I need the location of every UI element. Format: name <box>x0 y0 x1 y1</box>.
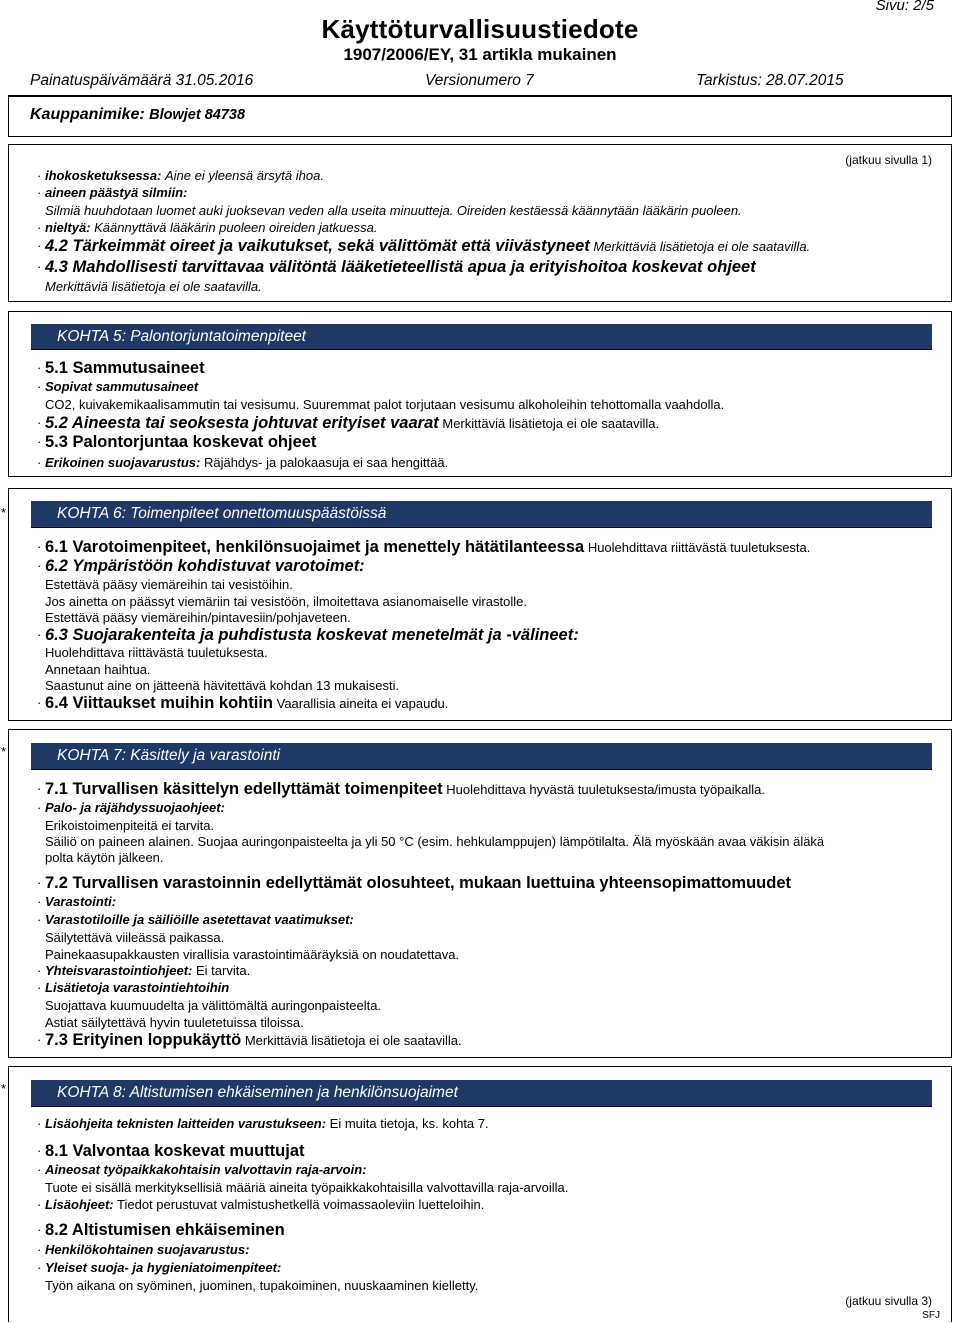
technical-equipment: · Lisäohjeita teknisten laitteiden varustukseen: Ei muita tietoja, ks. kohta 7. <box>37 1116 489 1131</box>
storage-label: · Varastointi: <box>37 894 117 909</box>
storage-requirements-label: · Varastotiloille ja säiliöille asetettavat vaatimukset: <box>37 912 354 927</box>
text-6-3-line-1: Huolehdittava riittävästä tuuletuksesta. <box>45 645 268 660</box>
heading-8-2: · 8.2 Altistumisen ehkäiseminen <box>37 1221 285 1239</box>
heading-4-3: · 4.3 Mahdollisesti tarvittavaa välitöntä lääketieteellistä apua ja erityishoitoa koskevat ohjeet <box>37 258 756 276</box>
section-8-rule <box>31 1106 932 1107</box>
eye-contact-label: · aineen päästyä silmiin: <box>37 185 188 200</box>
page-number: Sivu: 2/5 <box>875 0 934 14</box>
heading-7-3: · 7.3 Erityinen loppukäyttö Merkittäviä lisätietoja ei ole saatavilla. <box>37 1031 462 1049</box>
additional-info: · Lisäohjeet: Tiedot perustuvat valmistushetkellä voimassaoleviin luetteloihin. <box>37 1197 485 1212</box>
heading-4-2: · 4.2 Tärkeimmät oireet ja vaikutukset, sekä välittömät että viivästyneet Merkittäviä lisätietoja ei ole saatavilla. <box>37 237 811 255</box>
storage-info-label: · Lisätietoja varastointiehtoihin <box>37 980 230 995</box>
heading-5-2: · 5.2 Aineesta tai seoksesta johtuvat erityiset vaarat Merkittäviä lisätietoja ei ole saatavilla. <box>37 414 660 432</box>
text-6-2-line-3: Estettävä pääsy viemäreihin/pintavesiin/pohjaveteen. <box>45 610 351 625</box>
document-title: Käyttöturvallisuustiedote <box>321 14 639 44</box>
text-7-1-line-1: Erikoistoimenpiteitä ei tarvita. <box>45 818 215 833</box>
text-7-1-line-3: polta käytön jälkeen. <box>45 850 164 865</box>
joint-storage: · Yhteisvarastointiohjeet: Ei tarvita. <box>37 963 251 978</box>
heading-8-1: · 8.1 Valvontaa koskevat muuttujat <box>37 1142 305 1160</box>
trade-name-label: Kauppanimike: <box>30 106 145 123</box>
text-8-1-line-1: Tuote ei sisällä merkityksellisiä määriä aineita työpaikkakohtaisilla valvottavilla raja-arvoilla. <box>45 1180 569 1195</box>
special-protective-equipment: · Erikoinen suojavarustus: Räjähdys- ja palokaasuja ei saa hengittää. <box>37 455 449 470</box>
section-6-title: KOHTA 6: Toimenpiteet onnettomuuspäästöissä <box>31 501 932 527</box>
heading-7-1: · 7.1 Turvallisen käsittelyn edellyttämät toimenpiteet Huolehdittava hyvästä tuuletuksesta/imusta työpaikalla. <box>37 780 765 798</box>
heading-6-4: · 6.4 Viittaukset muihin kohtiin Vaarallisia aineita ei vapaudu. <box>37 694 449 712</box>
print-date: Painatuspäivämäärä 31.05.2016 <box>30 72 254 89</box>
section-5-rule <box>31 349 932 350</box>
continued-from: (jatkuu sivulla 1) <box>845 153 932 167</box>
revision-date: Tarkistus: 28.07.2015 <box>696 72 844 89</box>
personal-protection-label: · Henkilökohtainen suojavarustus: <box>37 1242 250 1257</box>
text-6-3-line-2: Annetaan haihtua. <box>45 662 151 677</box>
hygiene-measures-label: · Yleiset suoja- ja hygieniatoimenpiteet: <box>37 1260 282 1275</box>
revision-star-7: * <box>1 744 7 759</box>
heading-5-1: · 5.1 Sammutusaineet <box>37 359 205 377</box>
skin-contact: · ihokosketuksessa: Aine ei yleensä ärsytä ihoa. <box>37 168 324 183</box>
exposure-limit-label: · Aineosat työpaikkakohtaisin valvottavin raja-arvoin: <box>37 1162 367 1177</box>
text-6-2-line-1: Estettävä pääsy viemäreihin tai vesistöihin. <box>45 577 293 592</box>
section-7-title: KOHTA 7: Käsittely ja varastointi <box>31 743 932 769</box>
trade-name-value: Blowjet 84738 <box>149 107 246 123</box>
heading-6-3: · 6.3 Suojarakenteita ja puhdistusta koskevat menetelmät ja -välineet: <box>37 626 579 644</box>
fire-explosion-label: · Palo- ja räjähdyssuojaohjeet: <box>37 800 225 815</box>
text-6-2-line-2: Jos ainetta on päässyt viemäriin tai vesistöön, ilmoitettava asianomaiselle virastolle. <box>45 594 527 609</box>
eye-contact-text: Silmiä huuhdotaan luomet auki juoksevan veden alla useita minuutteja. Oireiden kestäessä käännytään lääkärin puoleen. <box>45 203 742 218</box>
text-7-2-line-2: Painekaasupakkausten virallisia varastointimääräyksiä on noudatettava. <box>45 947 460 962</box>
section-8-title: KOHTA 8: Altistumisen ehkäiseminen ja henkilönsuojaimet <box>31 1080 932 1106</box>
continues-on: (jatkuu sivulla 3) <box>845 1294 932 1308</box>
swallowed: · nieltyä: Käännyttävä lääkärin puoleen oireiden jatkuessa. <box>37 220 378 235</box>
heading-5-3: · 5.3 Palontorjuntaa koskevat ohjeet <box>37 433 317 451</box>
footer-code: SFJ <box>922 1310 940 1321</box>
revision-star-8: * <box>1 1081 7 1096</box>
text-7-2-line-1: Säilytettävä viileässä paikassa. <box>45 930 225 945</box>
section-6-rule <box>31 527 932 528</box>
heading-6-2: · 6.2 Ympäristöön kohdistuvat varotoimet: <box>37 557 365 575</box>
text-7-2-line-3: Suojattava kuumuudelta ja välittömältä auringonpaisteelta. <box>45 998 382 1013</box>
heading-4-3-text: Merkittäviä lisätietoja ei ole saatavilla. <box>45 279 262 294</box>
text-7-1-line-2: Säiliö on paineen alainen. Suojaa auringonpaisteelta ja yli 50 °C (esim. hehkulamppujen) lämpötilalta. Älä myöskään avaa väkisin äläkä <box>45 834 825 849</box>
heading-7-2: · 7.2 Turvallisen varastoinnin edellyttämät olosuhteet, mukaan luettuina yhteensopimattomuudet <box>37 874 792 892</box>
section-5-title: KOHTA 5: Palontorjuntatoimenpiteet <box>31 324 932 350</box>
heading-6-1: · 6.1 Varotoimenpiteet, henkilönsuojaimet ja menettely hätätilanteessa Huolehdittava riittävästä tuuletuksesta. <box>37 538 811 556</box>
revision-star-6: * <box>1 505 7 520</box>
section-7-rule <box>31 769 932 770</box>
trade-name <box>30 106 245 124</box>
text-7-2-line-4: Astiat säilytettävä hyvin tuuletetuissa tiloissa. <box>45 1015 304 1030</box>
text-6-3-line-3: Saastunut aine on jätteenä hävitettävä kohdan 13 mukaisesti. <box>45 678 400 693</box>
document-subtitle: 1907/2006/EY, 31 artikla mukainen <box>343 45 617 64</box>
suitable-agents-text: CO2, kuivakemikaalisammutin tai vesisumu. Suuremmat palot torjutaan vesisumu alkoholeihin tehottomalla vaahdolla. <box>45 397 725 412</box>
version-number: Versionumero 7 <box>425 72 534 89</box>
suitable-agents-label: · Sopivat sammutusaineet <box>37 379 199 394</box>
text-8-2-line-1: Työn aikana on syöminen, juominen, tupakoiminen, nuuskaaminen kielletty. <box>45 1278 479 1293</box>
